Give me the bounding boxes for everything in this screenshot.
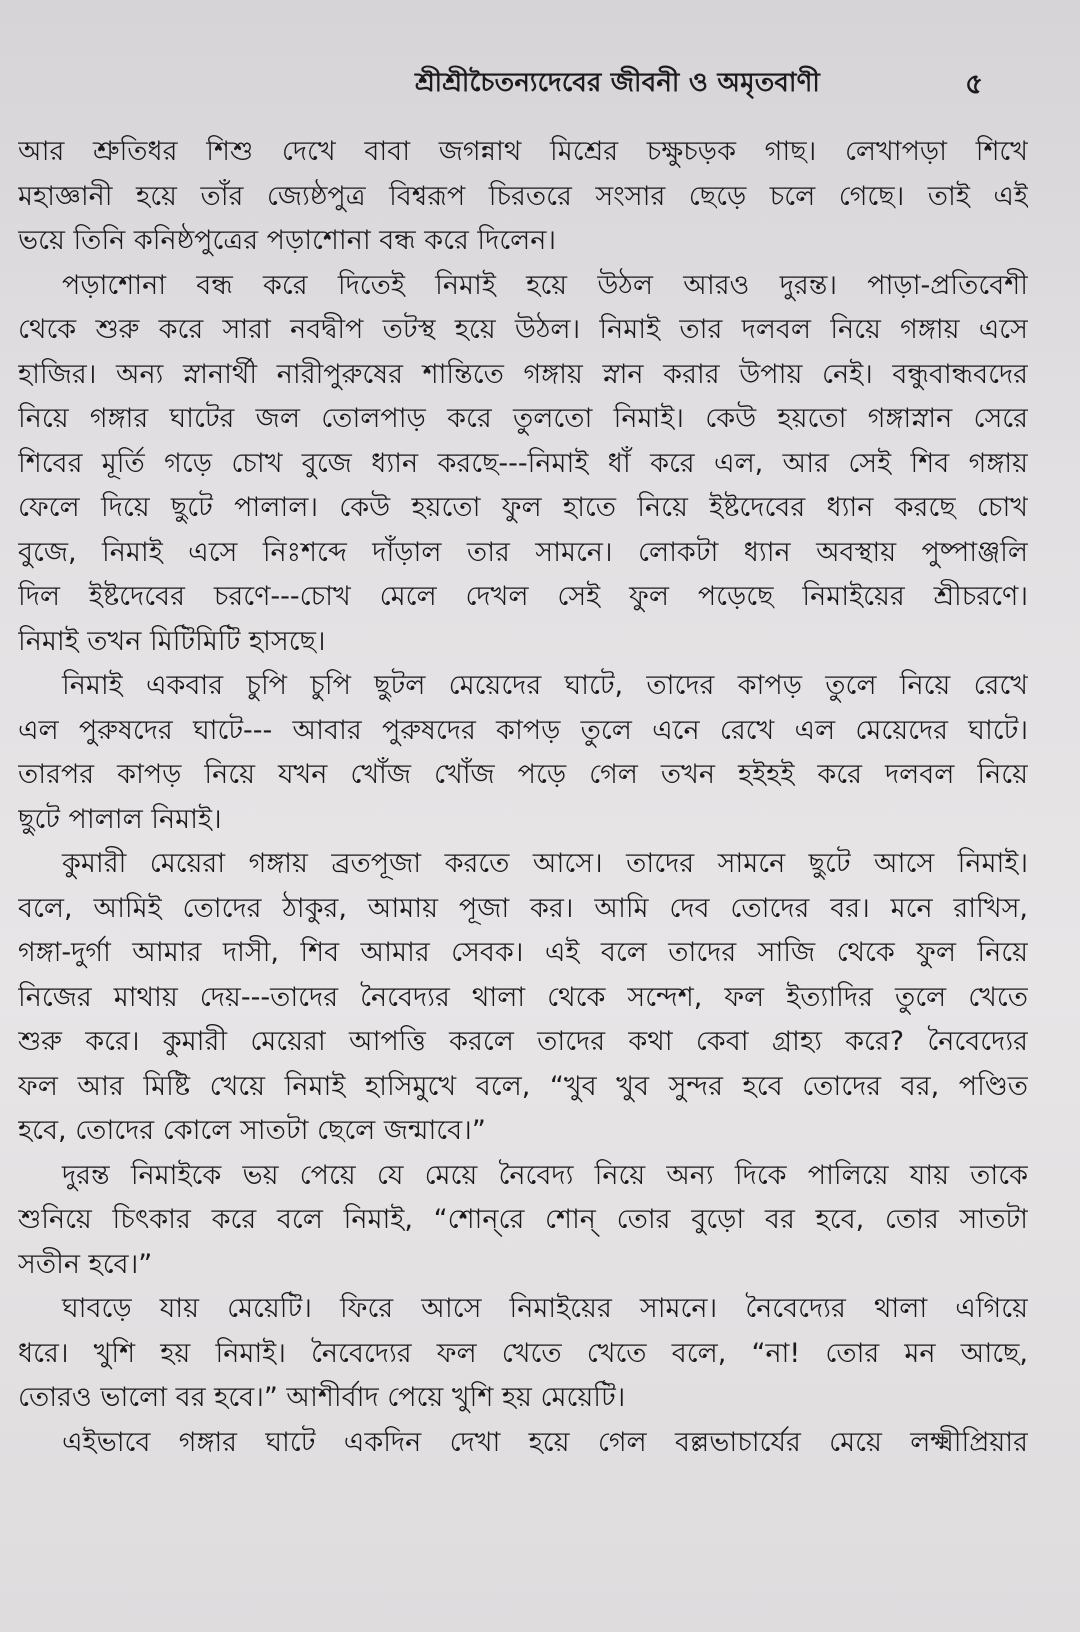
text-line: শুনিয়ে চিৎকার করে বলে নিমাই, “শোন্‌রে শোন্‌ তোর বুড়ো বর হবে, তোর সাতটা — [18, 1204, 1028, 1235]
text-line: থেকে শুরু করে সারা নবদ্বীপ তটস্থ হয়ে উঠল। নিমাই তার দলবল নিয়ে গঙ্গায় এসে — [18, 314, 1028, 345]
text-line: নিয়ে গঙ্গার ঘাটের জল তোলপাড় করে তুলতো নিমাই। কেউ হয়তো গঙ্গাস্নান সেরে — [18, 403, 1028, 434]
body-text — [18, 130, 1028, 1465]
text-line: হবে, তোদের কোলে সাতটা ছেলে জন্মাবে।” — [18, 1115, 486, 1146]
text-line: তোরও ভালো বর হবে।” আশীর্বাদ পেয়ে খুশি হয় মেয়েটি। — [18, 1382, 626, 1413]
text-line: গঙ্গা-দুর্গা আমার দাসী, শিব আমার সেবক। এই বলে তাদের সাজি থেকে ফুল নিয়ে — [18, 937, 1028, 968]
text-line: ঘাবড়ে যায় মেয়েটি। ফিরে আসে নিমাইয়ের সামনে। নৈবেদ্যের থালা এগিয়ে — [62, 1293, 1028, 1324]
text-line: কুমারী মেয়েরা গঙ্গায় ব্রতপূজা করতে আসে। তাদের সামনে ছুটে আসে নিমাই। — [62, 848, 1028, 879]
text-line: আর শ্রুতিধর শিশু দেখে বাবা জগন্নাথ মিশ্রের চক্ষুচড়ক গাছ। লেখাপড়া শিখে — [18, 136, 1028, 167]
page-number: ৫ — [965, 67, 984, 100]
text-line: ফেলে দিয়ে ছুটে পালাল। কেউ হয়তো ফুল হাতে নিয়ে ইষ্টদেবের ধ্যান করছে চোখ — [18, 492, 1028, 523]
text-line: ছুটে পালাল নিমাই। — [18, 803, 222, 835]
text-line: পড়াশোনা বন্ধ করে দিতেই নিমাই হয়ে উঠল আরও দুরন্ত। পাড়া-প্রতিবেশী — [62, 269, 1028, 301]
text-line: তারপর কাপড় নিয়ে যখন খোঁজ খোঁজ পড়ে গেল তখন হইহই করে দলবল নিয়ে — [18, 759, 1028, 790]
text-line: হাজির। অন্য স্নানার্থী নারীপুরুষের শান্তিতে গঙ্গায় স্নান করার উপায় নেই। বন্ধুবান্ধবদের — [18, 358, 1028, 390]
text-line: দুরন্ত নিমাইকে ভয় পেয়ে যে মেয়ে নৈবেদ্য নিয়ে অন্য দিকে পালিয়ে যায় তাকে — [62, 1159, 1028, 1191]
running-header-title: শ্রীশ্রীচৈতন্যদেবের জীবনী ও অমৃতবাণী — [415, 68, 820, 98]
text-line: নিমাই তখন মিটিমিটি হাসছে। — [18, 625, 326, 657]
text-line: বলে, আমিই তোদের ঠাকুর, আমায় পূজা কর। আমি দেব তোদের বর। মনে রাখিস, — [18, 892, 1028, 924]
text-line: বুজে, নিমাই এসে নিঃশব্দে দাঁড়াল তার সামনে। লোকটা ধ্যান অবস্থায় পুষ্পাঞ্জলি — [18, 536, 1028, 568]
running-header — [0, 62, 1080, 102]
text-line: ফল আর মিষ্টি খেয়ে নিমাই হাসিমুখে বলে, “খুব খুব সুন্দর হবে তোদের বর, পণ্ডিত — [18, 1070, 1028, 1102]
text-line: ভয়ে তিনি কনিষ্ঠপুত্রের পড়াশোনা বন্ধ করে দিলেন। — [18, 225, 557, 256]
text-line: ধরে। খুশি হয় নিমাই। নৈবেদ্যের ফল খেতে খেতে বলে, “না! তোর মন আছে, — [18, 1337, 1028, 1369]
text-line: শিবের মূর্তি গড়ে চোখ বুজে ধ্যান করছে---নিমাই ধাঁ করে এল, আর সেই শিব গঙ্গায় — [18, 447, 1028, 479]
text-line: মহাজ্ঞানী হয়ে তাঁর জ্যেষ্ঠপুত্র বিশ্বরূপ চিরতরে সংসার ছেড়ে চলে গেছে। তাই এই — [18, 180, 1028, 212]
text-line: সতীন হবে।” — [18, 1248, 153, 1280]
text-line: নিমাই একবার চুপি চুপি ছুটল মেয়েদের ঘাটে, তাদের কাপড় তুলে নিয়ে রেখে — [62, 670, 1028, 701]
text-line: শুরু করে। কুমারী মেয়েরা আপত্তি করলে তাদের কথা কেবা গ্রাহ্য করে? নৈবেদ্যের — [18, 1026, 1028, 1057]
text-line: এল পুরুষদের ঘাটে--- আবার পুরুষদের কাপড় তুলে এনে রেখে এল মেয়েদের ঘাটে। — [18, 714, 1028, 746]
text-line: এইভাবে গঙ্গার ঘাটে একদিন দেখা হয়ে গেল বল্লভাচার্যের মেয়ে লক্ষ্মীপ্রিয়ার — [62, 1426, 1028, 1458]
text-line: দিল ইষ্টদেবের চরণে---চোখ মেলে দেখল সেই ফুল পড়েছে নিমাইয়ের শ্রীচরণে। — [18, 581, 1028, 612]
text-line: নিজের মাথায় দেয়---তাদের নৈবেদ্যর থালা থেকে সন্দেশ, ফল ইত্যাদির তুলে খেতে — [18, 981, 1028, 1013]
